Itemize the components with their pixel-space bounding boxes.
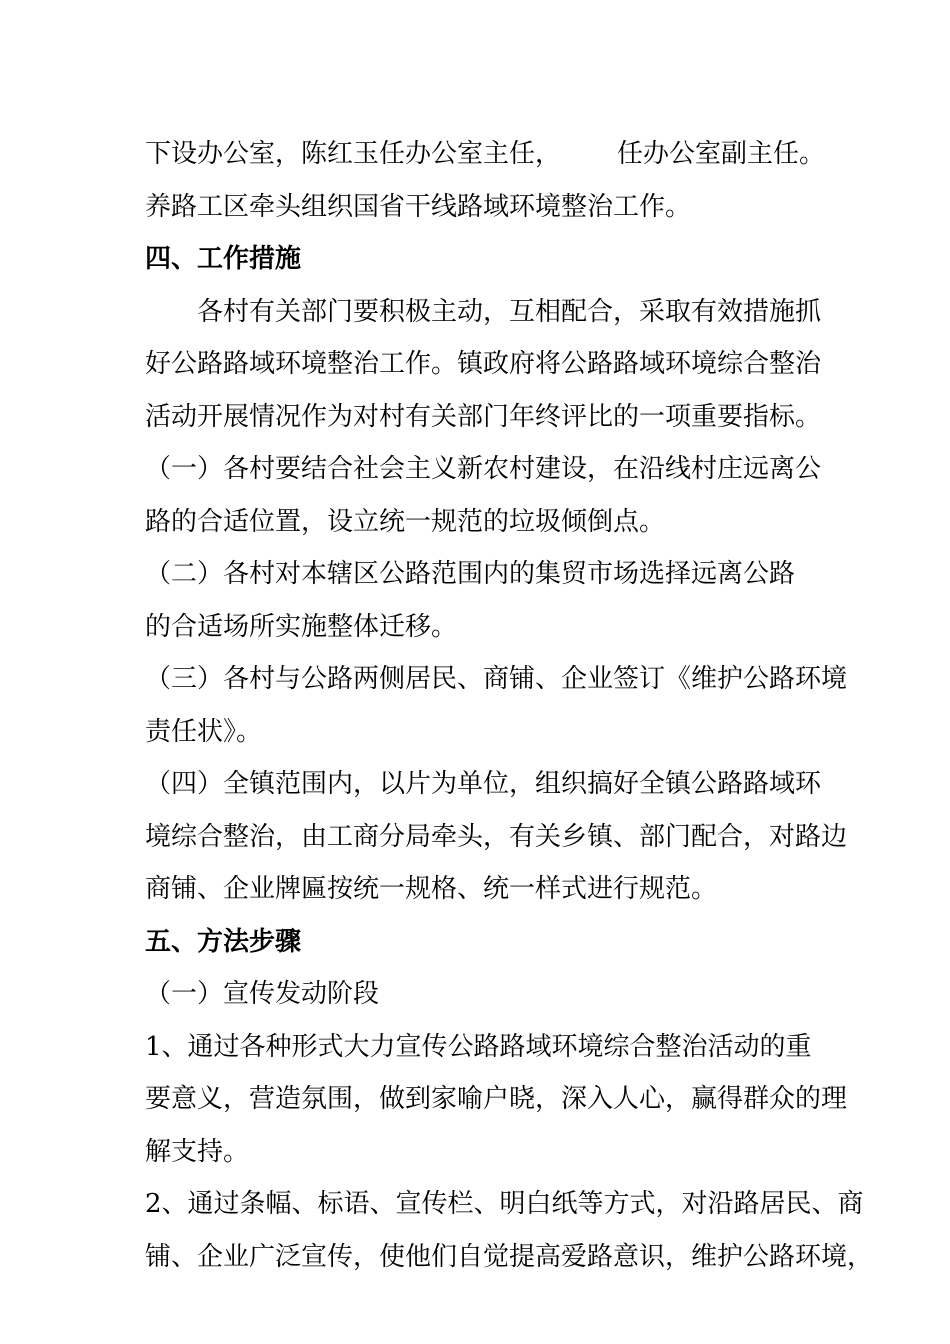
measure-item-4-line: （四）全镇范围内，以片为单位，组织搞好全镇公路路域环 [145,769,822,799]
measures-paragraph-line: 活动开展情况作为对村有关部门年终评比的一项重要指标。 [145,401,822,432]
measure-item-1-line: 路的合适位置，设立统一规范的垃圾倾倒点。 [145,506,666,537]
step-2-line: 2、通过条幅、标语、宣传栏、明白纸等方式，对沿路居民、商 [145,1189,864,1219]
stage-heading-publicity: （一）宣传发动阶段 [145,979,380,1009]
measures-paragraph-line: 各村有关部门要积极主动，互相配合，采取有效措施抓 [197,296,822,327]
section-heading-steps: 五、方法步骤 [145,926,302,957]
measure-item-3-line: 责任状》。 [145,716,263,747]
measure-item-4-line: 境综合整治，由工商分局牵头，有关乡镇、部门配合，对路边 [145,821,848,852]
document-body [145,128,874,1283]
measures-paragraph-line: 好公路路域环境整治工作。镇政府将公路路域环境综合整治 [145,349,822,379]
step-1-line: 1、通过各种形式大力宣传公路路域环境综合整治活动的重 [145,1031,812,1062]
office-director-text: 下设办公室，陈红玉任办公室主任， [145,139,562,169]
office-deputy-text: 任办公室副主任。 [617,139,826,169]
measure-item-2-line: 的合适场所实施整体迁移。 [145,611,458,642]
org-paragraph-line: 养路工区牵头组织国省干线路域环境整治工作。 [145,191,692,222]
measure-item-3-line: （三）各村与公路两侧居民、商铺、企业签订《维护公路环境 [145,664,848,694]
measure-item-2-line: （二）各村对本辖区公路范围内的集贸市场选择远离公路 [145,559,796,589]
measure-item-1-line: （一）各村要结合社会主义新农村建设，在沿线村庄远离公 [145,454,822,484]
org-paragraph-line [145,128,825,181]
step-1-line: 要意义，营造氛围，做到家喻户晓，深入人心，赢得群众的理 [145,1084,848,1114]
step-1-line: 解支持。 [145,1136,250,1167]
measure-item-4-line: 商铺、企业牌匾按统一规格、统一样式进行规范。 [145,874,718,904]
section-heading-measures: 四、工作措施 [145,244,302,274]
step-2-line: 铺、企业广泛宣传，使他们自觉提高爱路意识，维护公路环境， [145,1241,874,1272]
